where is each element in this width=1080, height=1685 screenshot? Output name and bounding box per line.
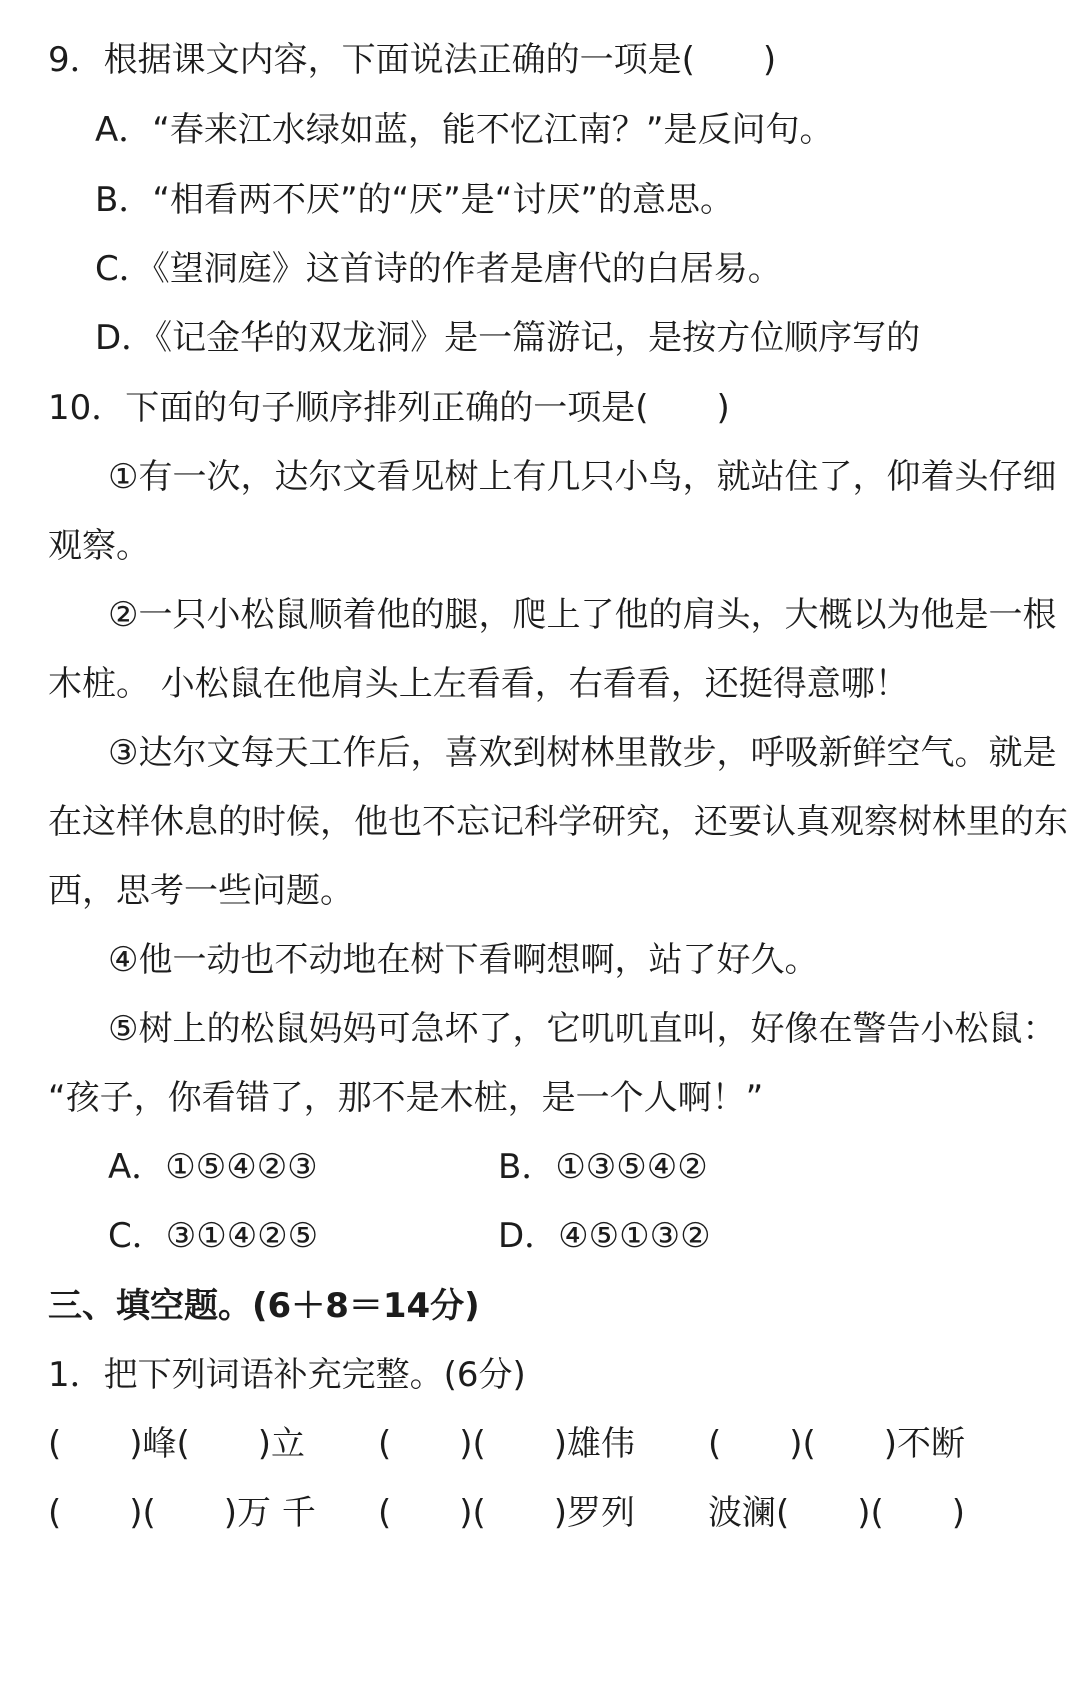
fill-blank-2[interactable]: ( )( )雄伟 [378,1424,636,1464]
q10-option-a: A．①⑤④②③ [108,1147,318,1187]
q9-option-b: B．“相看两不厌”的“厌”是“讨厌”的意思。 [95,180,735,220]
fill-blank-4[interactable]: ( )( )万 千 [48,1493,316,1533]
q10-sentence-5-line-2: “孩子，你看错了，那不是木桩，是一个人啊！” [48,1078,764,1118]
q10-sentence-1-line-2: 观察。 [48,526,150,566]
q10-option-c: C．③①④②⑤ [108,1216,319,1256]
fill-q1-stem: 1．把下列词语补充完整。(6分) [48,1355,526,1395]
section-3-heading: 三、填空题。(6＋8＝14分) [48,1286,480,1326]
q10-sentence-2-line-2: 木桩。 小松鼠在他肩头上左看看，右看看，还挺得意哪！ [48,664,909,704]
q10-sentence-1-line-1: ①有一次，达尔文看见树上有几只小鸟，就站住了，仰着头仔细 [108,457,1057,497]
q10-sentence-3-line-2: 在这样休息的时候，他也不忘记科学研究，还要认真观察树林里的东 [48,802,1068,842]
q10-option-d: D．④⑤①③② [498,1216,711,1256]
q10-sentence-3-line-1: ③达尔文每天工作后，喜欢到树林里散步，呼吸新鲜空气。就是 [108,733,1057,773]
q9-stem: 9．根据课文内容，下面说法正确的一项是( ) [48,40,777,80]
q10-stem: 10．下面的句子顺序排列正确的一项是( ) [48,388,730,428]
fill-blank-6[interactable]: 波澜( )( ) [708,1493,966,1533]
q10-sentence-4-line-1: ④他一动也不动地在树下看啊想啊，站了好久。 [108,940,819,980]
fill-blank-5[interactable]: ( )( )罗列 [378,1493,636,1533]
q10-sentence-3-line-3: 西，思考一些问题。 [48,871,354,911]
q10-sentence-5-line-1: ⑤树上的松鼠妈妈可急坏了，它叽叽直叫，好像在警告小松鼠： [108,1009,1057,1049]
q10-option-b: B．①③⑤④② [498,1147,708,1187]
fill-blank-3[interactable]: ( )( )不断 [708,1424,966,1464]
q9-option-a: A．“春来江水绿如蓝，能不忆江南？”是反问句。 [95,110,834,150]
q10-sentence-2-line-1: ②一只小松鼠顺着他的腿，爬上了他的肩头，大概以为他是一根 [108,595,1057,635]
q9-option-c: C．《望洞庭》这首诗的作者是唐代的白居易。 [95,249,782,289]
fill-blank-1[interactable]: ( )峰( )立 [48,1424,306,1464]
q9-option-d: D．《记金华的双龙洞》是一篇游记，是按方位顺序写的 [95,318,921,358]
